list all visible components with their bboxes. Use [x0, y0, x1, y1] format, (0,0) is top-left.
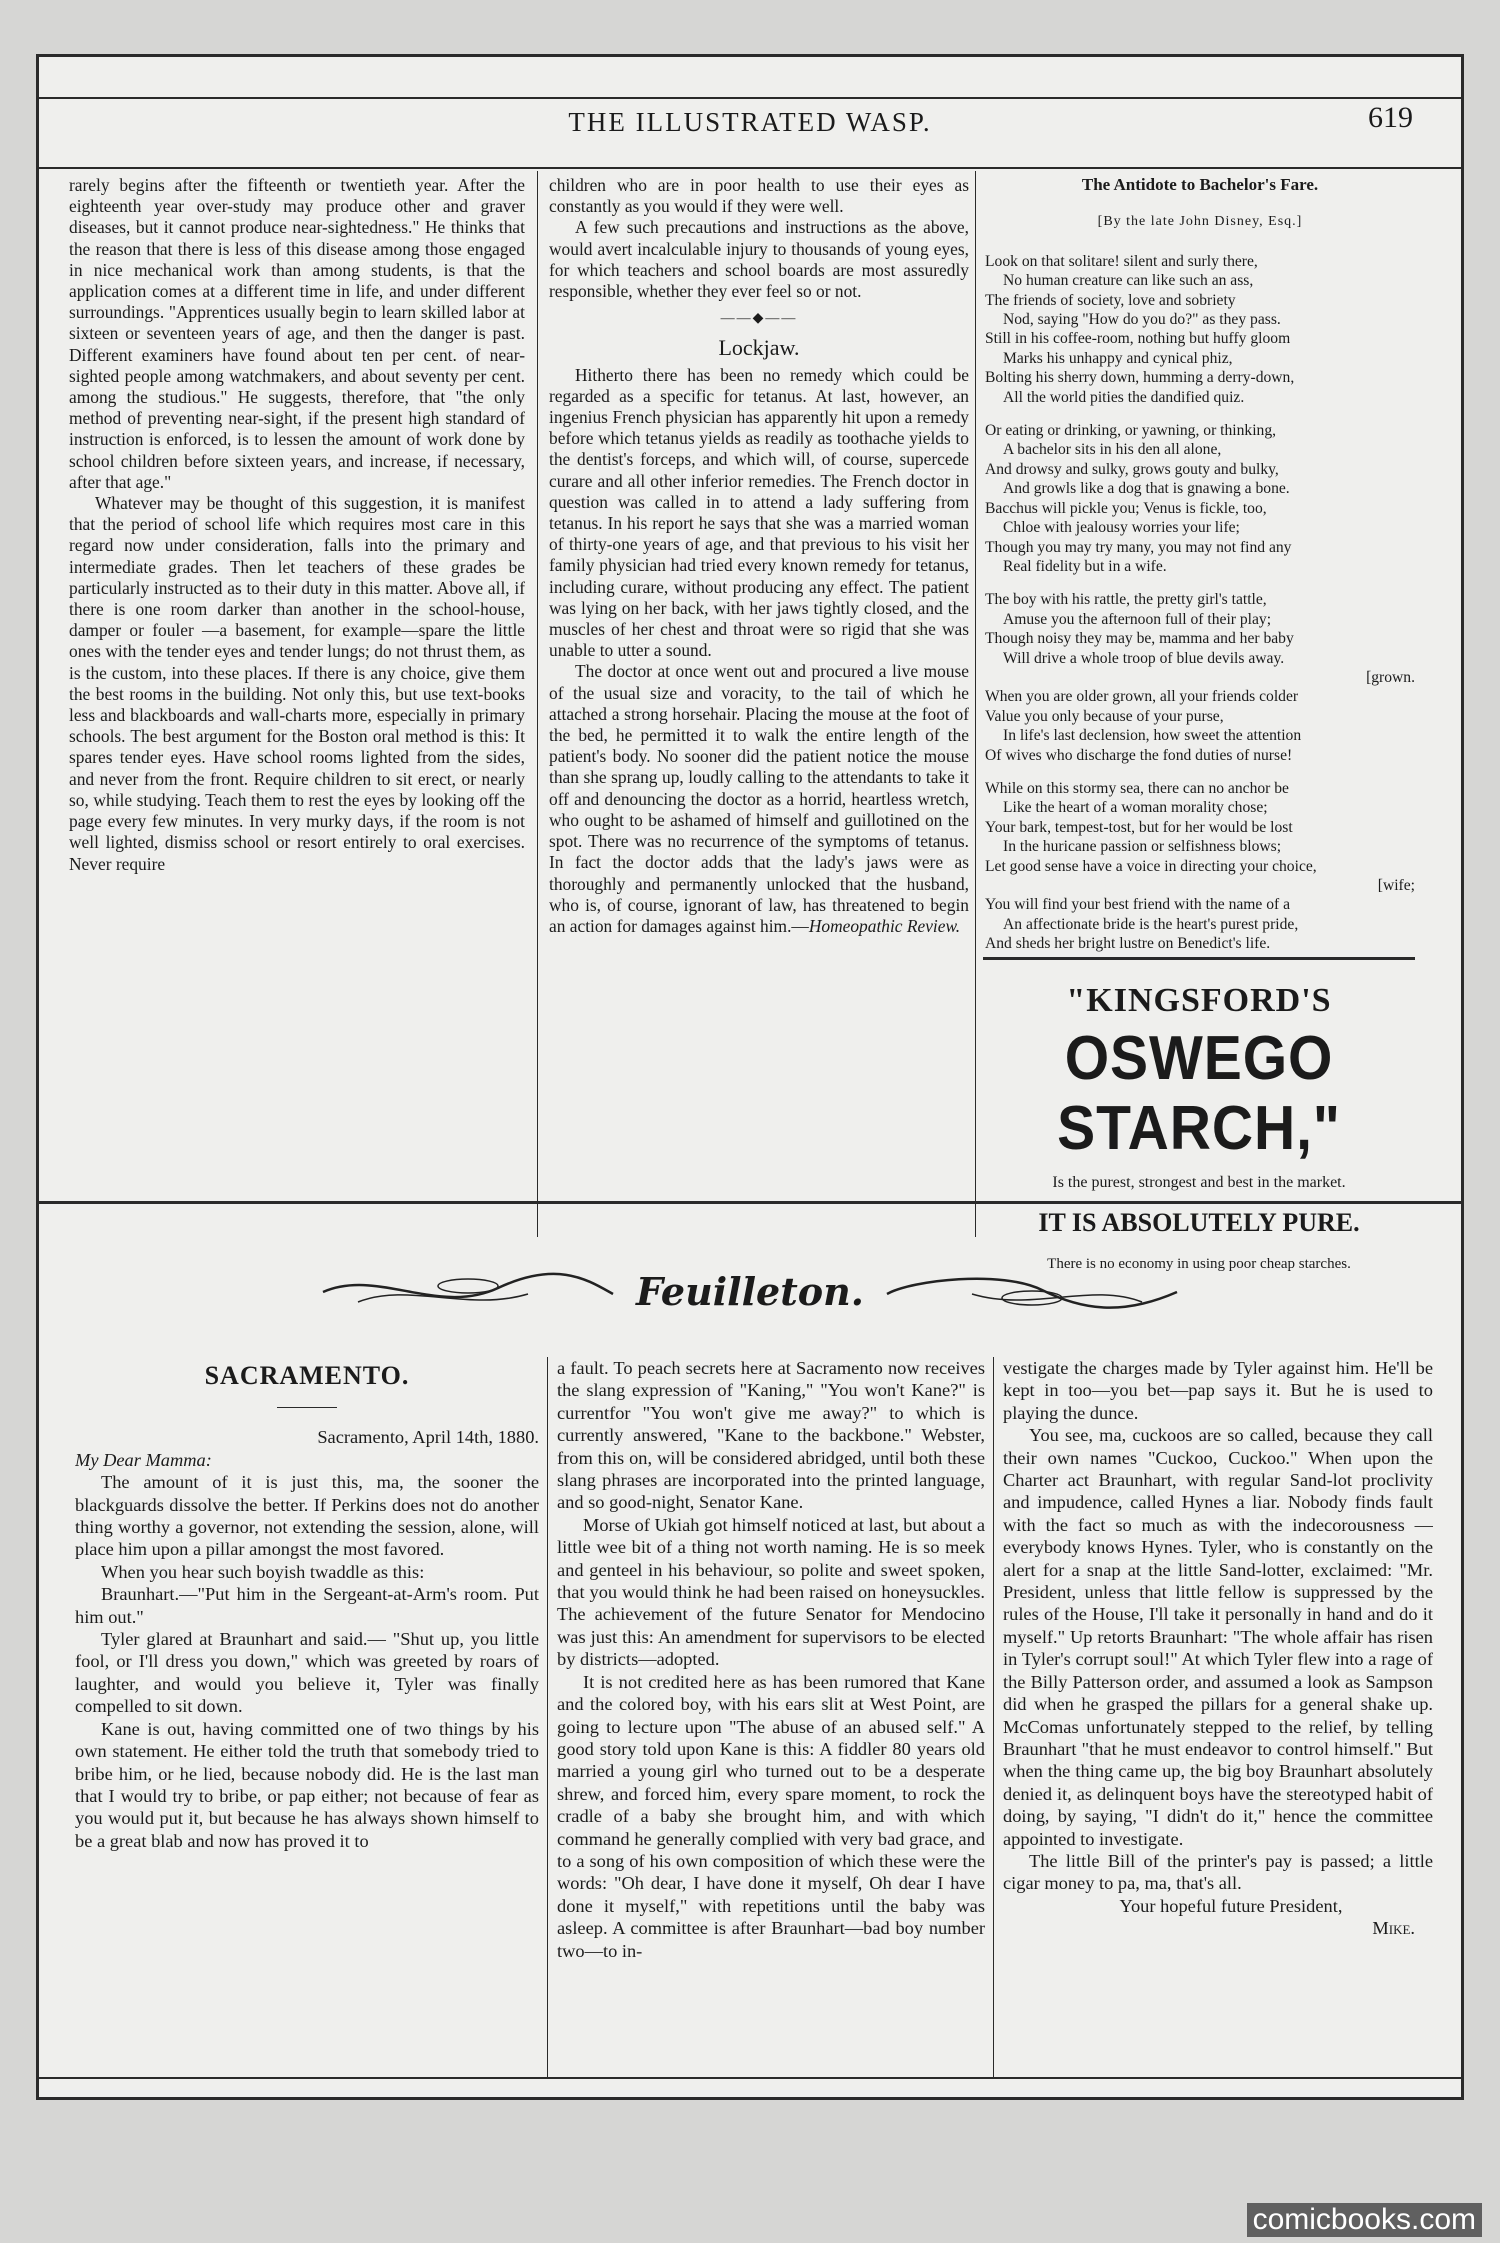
dateline: Sacramento, April 14th, 1880.: [317, 1427, 539, 1448]
signoff: Your hopeful future President,: [1119, 1895, 1343, 1916]
poem-line: Amuse you the afternoon full of their play;: [1003, 610, 1272, 628]
sacramento-column-3: [1003, 1357, 1433, 2087]
paragraph: The little Bill of the printer's pay is passed; a little cigar money to pa, ma, that's all.: [1003, 1850, 1433, 1894]
poem-line: When you are older grown, all your friends colder: [985, 688, 1299, 706]
upper-column-2: [549, 175, 969, 1233]
sacramento-title: SACRAMENTO.: [204, 1361, 410, 1390]
paragraph: A few such precautions and instructions as the above, would avert incalculable injury to thousands of young eyes, for which teachers and school boards are most assuredly responsible, whether they ever feel so or not.: [549, 217, 969, 302]
poem-line: Let good sense have a voice in directing your choice,: [985, 857, 1317, 875]
paragraph: When you hear such boyish twaddle as this:: [101, 1561, 425, 1582]
poem-stanza: [985, 421, 1415, 576]
flourish-right-icon: [882, 1272, 1182, 1312]
poem-line: Your bark, tempest-tost, but for her would be lost: [985, 818, 1293, 836]
poem-line: A bachelor sits in his den all alone,: [1003, 441, 1222, 459]
sacramento-column-2: [557, 1357, 985, 2087]
poem-line: Or eating or drinking, or yawning, or thinking,: [985, 422, 1277, 440]
paragraph: rarely begins after the fifteenth or twentieth year. After the eighteenth year over-study may produce other and graver diseases, but it cannot produce near-sightedness." He thinks that the reason that there is less of this disease among those engaged in nice mechanical work than among students, is that the application comes at a different time in life, and under different surroundings. "Apprentices usually begin to learn skilled labor at sixteen or seventeen years of age, and then the danger is past. Different examiners have found about ten per cent. of near-sighted people among watchmakers, and about seventy per cent. among the studious." He suggests, therefore, that "the only method of preventing near-sight, if the present high standard of instruction is enforced, is to lessen the amount of work done by school children before sixteen years, and increase, if necessary, after that age.": [69, 175, 525, 492]
column-rule: [975, 171, 976, 1237]
upper-column-1: [69, 175, 525, 1233]
paragraph: Morse of Ukiah got himself noticed at last, but about a little wee bit of a thing not worth naming. He is so meek and genteel in his behaviour, so polite and sweet spoken, that you would think he had been raised on honeysuckles. The achievement of the future Senator for Mendocino was just this: An amendment for supervisors to be elected by districts—adopted.: [557, 1514, 985, 1670]
newspaper-page: [36, 54, 1464, 2100]
column-rule: [547, 1357, 548, 2077]
poem-line: You will find your best friend with the name of a: [985, 896, 1291, 914]
paragraph: It is not credited here as has been rumored that Kane and the colored boy, with his ears slit at West Point, are going to lecture upon "The abuse of an abused self." A good story told upon Kane is this: A fiddler 80 years old married a young girl who turned out to be a desperate shrew, and forced him, every spare moment, to rock the cradle of a baby she brought him, and with which command he generally complied with very bad grace, and to a song of his own composition of which these were the words: "Oh dear, I have done it myself, Oh dear I have done it myself," with repetitions until the baby was asleep. A committee is after Braunhart—bad boy number two—to in-: [557, 1671, 985, 1961]
paragraph: Braunhart.—"Put him in the Sergeant-at-Arm's room. Put him out.": [75, 1584, 539, 1627]
poem-column: [985, 175, 1415, 965]
poem-line: [wife;: [1377, 877, 1415, 894]
paragraph: The doctor at once went out and procured a live mouse of the usual size and voracity, to the tail of which he attached a strong horsehair. Placing the mouse at the foot of the bed, he permitted it to walk the entire length of the patient's body. No sooner did the patient notice the mouse than she sprang up, loudly calling to the attendants to take it off and denouncing the doctor as a horrid, heartless wretch, who ought to be ashamed of himself and guillotined on the spot. There was no recurrence of the symptoms of tetanus. In fact the doctor adds that the lady's jaws were as thoroughly and permanently unlocked that the husband, who is, of course, ignorant of law, has threatened to begin an action for damages against him.—Homeopathic Review.: [549, 661, 969, 936]
poem-line: Marks his unhappy and cynical phiz,: [1003, 349, 1233, 367]
poem-line: And sheds her bright lustre on Benedict's life.: [985, 935, 1271, 953]
poem-line: The boy with his rattle, the pretty girl's tattle,: [985, 591, 1267, 609]
poem-line: Chloe with jealousy worries your life;: [1003, 519, 1240, 537]
salutation: My Dear Mamma:: [75, 1449, 212, 1470]
poem-line: Of wives who discharge the fond duties of nurse!: [985, 746, 1293, 764]
paragraph: Kane is out, having committed one of two things by his own statement. He either told the truth that somebody tried to bribe him, or he lied, because nobody did. He is the last man that I would try to bribe, or pap either; not because of fear as you would put it, but because he has always shown himself to be a great blab and now has proved it to: [75, 1718, 539, 1851]
advert-line-3: Is the purest, strongest and best in the market.: [1052, 1174, 1346, 1191]
poem-line: The friends of society, love and sobriety: [985, 291, 1236, 309]
poem-line: All the world pities the dandified quiz.: [1003, 388, 1245, 406]
poem-line: In life's last declension, how sweet the attention: [1003, 727, 1302, 745]
poem-stanza: [985, 590, 1415, 765]
poem-stanza: [985, 779, 1415, 954]
poem-title: The Antidote to Bachelor's Fare.: [1081, 175, 1319, 194]
page-number: 619: [1368, 101, 1413, 134]
paragraph: The amount of it is just this, ma, the sooner the blackguards dissolve the better. If Perkins does not do another thing worthy a governor, not extending the session, alone, will place him upon a pillar amongst the most favored.: [75, 1472, 539, 1560]
poem-line: An affectionate bride is the heart's purest pride,: [1003, 915, 1299, 933]
poem-line: Bolting his sherry down, humming a derry-down,: [985, 369, 1295, 387]
advert-rule: [983, 957, 1415, 960]
paragraph: a fault. To peach secrets here at Sacramento now receives the slang expression of "Kaning," "You won't Kane?" is currentfor "You won't give me away?" to which is currently answered, "Kane to the backbone." Webster, from this on, will be considered abridged, until both these slang phrases are incorporated into the printed language, and so good-night, Senator Kane.: [557, 1358, 985, 1513]
signature: Mike.: [1372, 1918, 1415, 1939]
lockjaw-heading: Lockjaw.: [718, 335, 800, 361]
poem-line: Look on that solitare! silent and surly there,: [985, 252, 1258, 270]
running-head: THE ILLUSTRATED WASP.: [568, 107, 932, 137]
paragraph: children who are in poor health to use their eyes as constantly as you would if they were well.: [549, 175, 969, 217]
poem-line: Value you only because of your purse,: [985, 707, 1224, 725]
source-citation: Homeopathic Review.: [808, 915, 961, 936]
sacramento-column-1: [75, 1347, 539, 2087]
advert-line-1: "KINGSFORD'S: [1066, 982, 1332, 1019]
paragraph: Whatever may be thought of this suggestion, it is manifest that the period of school life which requires most care in this regard now under consideration, falls into the primary and intermediate grades. Then let teachers of these grades be particularly instructed as to their duty in this matter. Above all, if there is one room darker than another in the school-house, damper or fouler —a basement, for example—spare the little ones with the tender eyes and tender lungs; do not thrust them, as is the custom, into these places. If there is any choice, give them the best rooms in the building. Not only this, but use text-books less and blackboards and wall-charts more, especially in primary schools. The best argument for the Boston oral method is this: It spares tender eyes. Have school rooms lighted from the sides, and never from the front. Require children to sit erect, or nearly so, while studying. Teach them to rest the eyes by looking off the page every few minutes. In very murky days, if the room is not well lighted, dismiss school or resort entirely to oral exercises. Never require: [69, 493, 525, 874]
poem-line: Real fidelity but in a wife.: [1003, 557, 1167, 575]
feuilleton-header: [39, 1269, 1461, 1314]
poem-line: [grown.: [1366, 668, 1415, 686]
poem-line: In the huricane passion or selfishness blows;: [1003, 838, 1282, 856]
poem-line: Nod, saying "How do you do?" as they pass.: [1003, 311, 1281, 329]
ornament-divider: ——◆——: [720, 311, 798, 327]
header-rule: [39, 167, 1461, 169]
advert-line-2: OSWEGO STARCH,": [1057, 1024, 1341, 1163]
poem-line: And drowsy and sulky, grows gouty and bulky,: [985, 460, 1279, 478]
poem-line: And growls like a dog that is gnawing a bone.: [1003, 480, 1290, 498]
column-rule: [537, 171, 538, 1237]
paragraph: Tyler glared at Braunhart and said.— "Shut up, you little fool, or I'll dress you down," which was greeted by roars of laughter, and would you believe it, Tyler was finally compelled to sit down.: [75, 1629, 539, 1717]
top-rule: [39, 97, 1461, 99]
poem-line: Though noisy they may be, mamma and her baby: [985, 630, 1294, 648]
poem-line: No human creature can like such an ass,: [1003, 272, 1254, 290]
watermark: comicbooks.com: [1247, 2203, 1482, 2237]
paragraph: You see, ma, cuckoos are so called, because they call their own names "Cuckoo, Cuckoo." When upon the Charter act Braunhart, with regular Sand-lot proclivity and impudence, called Hynes a liar. Nobody finds fault with the fact so much as with the indecorousness — everybody knows Hynes. Tyler, who is constantly on the alert for a snap at the little Sand-lotter, exclaimed: "Mr. President, unless that little fellow is suppressed by the rules of the House, I'll take it personally in hand and do it myself." Up retorts Braunhart: "The whole affair has risen in Tyler's corrupt soul!" At which Tyler flew into a rage of the Billy Patterson order, and assumed a look as Sampson did when he grasped the pillars for a general shake up. McComas unfortunately stepped to the relief, by telling Braunhart "that he must endeavor to control himself." But when the thing came up, the big boy Braunhart absolutely denied it, as delinquent boys have the stereotyped habit of doing, by saying, "I didn't do it," hence the committee appointed to investigate.: [1003, 1425, 1433, 1849]
poem-line: Like the heart of a woman morality chose;: [1003, 799, 1268, 817]
section-rule: [39, 1201, 1461, 1204]
poem-line: While on this stormy sea, there can no anchor be: [985, 779, 1289, 797]
column-rule: [993, 1357, 994, 2077]
bottom-rule: [39, 2077, 1461, 2079]
poem-line: Will drive a whole troop of blue devils away.: [1003, 649, 1285, 667]
feuilleton-title: Feuilleton.: [636, 1269, 864, 1314]
poem-line: Though you may try many, you may not find any: [985, 538, 1292, 556]
advert-line-5: There is no economy in using poor cheap starches.: [1047, 1256, 1351, 1272]
paragraph: Hitherto there has been no remedy which could be regarded as a specific for tetanus. At last, however, an ingenius French physician has apparently hit upon a remedy before which tetanus yields as readily as toothache yields to the dentist's forceps, and which will, of course, supercede curare and all other inferior remedies. The French doctor in question was called in to attend a lady suffering from tetanus. In his report he says that she was a married woman of thirty-one years of age, and that previous to his visit her family physician had tried every known remedy for tetanus, including curare, without producing any effect. The patient was lying on her back, with her jaws tightly closed, and the muscles of her chest and throat were so rigid that she was unable to utter a sound.: [549, 364, 969, 661]
short-rule: [277, 1407, 337, 1408]
advert-line-4: IT IS ABSOLUTELY PURE.: [1038, 1208, 1360, 1237]
kingsford-advert: [984, 982, 1414, 1273]
poem-byline: [By the late John Disney, Esq.]: [1097, 214, 1303, 230]
paragraph: vestigate the charges made by Tyler against him. He'll be kept in too—you bet—pap says it. But he is used to playing the dunce.: [1003, 1358, 1433, 1423]
poem-stanza: [985, 252, 1415, 407]
poem-line: Still in his coffee-room, nothing but huffy gloom: [985, 330, 1291, 348]
flourish-left-icon: [318, 1272, 618, 1312]
poem-line: Bacchus will pickle you; Venus is fickle, too,: [985, 499, 1267, 517]
